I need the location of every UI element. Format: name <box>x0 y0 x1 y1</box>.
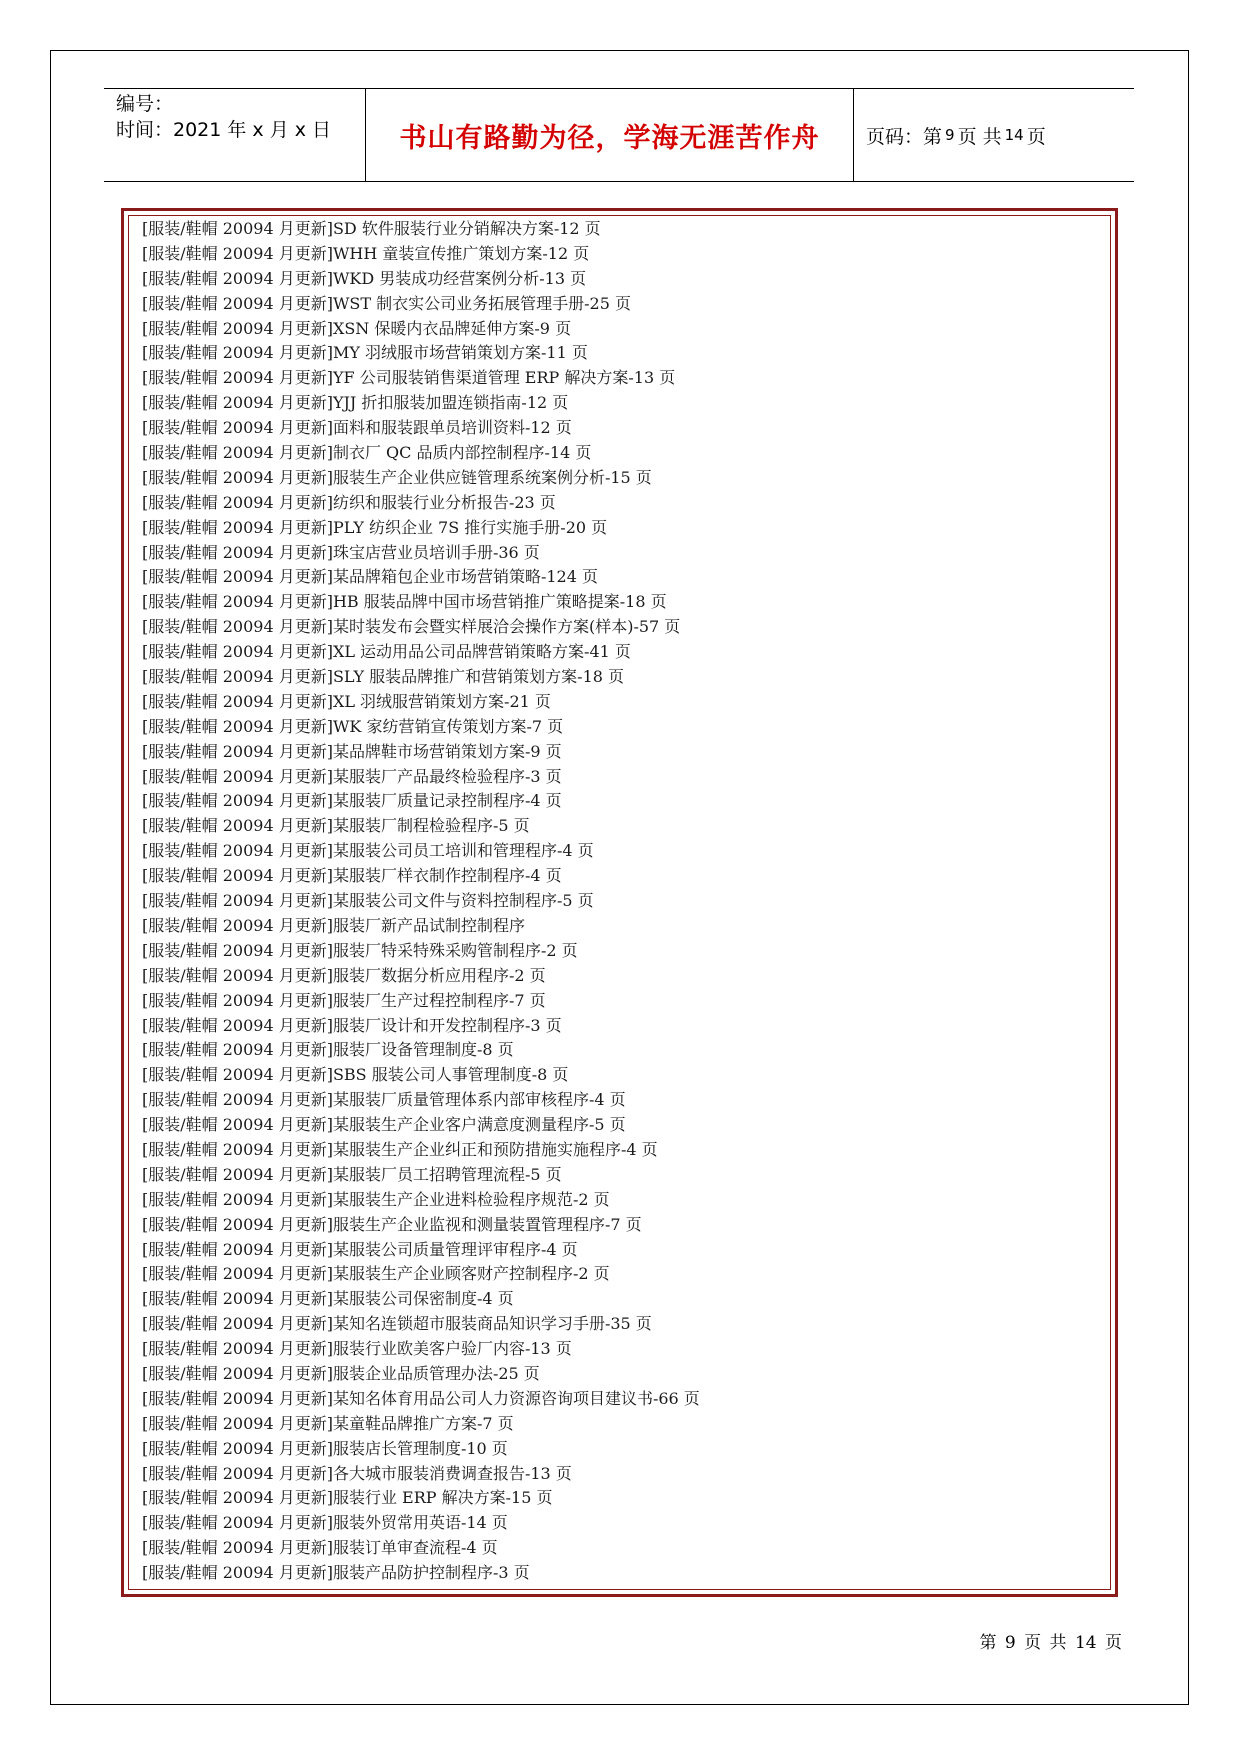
list-item-title: 某服装厂质量管理体系内部审核程序-4 页 <box>332 1090 626 1110</box>
list-item-prefix: [服装/鞋帽 20094 月更新] <box>142 1438 333 1458</box>
list-item-title: WKD 男装成功经营案例分析-13 页 <box>332 268 587 288</box>
list-item-title: XSN 保暖内衣品牌延伸方案-9 页 <box>332 318 572 338</box>
list-item-prefix: [服装/鞋帽 20094 月更新] <box>142 1363 333 1383</box>
list-item <box>142 1412 700 1437</box>
list-item <box>142 765 700 790</box>
list-item <box>142 914 700 939</box>
list-item <box>142 864 700 889</box>
list-item-title: 某品牌鞋市场营销策划方案-9 页 <box>332 741 562 761</box>
list-item <box>142 989 700 1014</box>
list-item-title: WHH 童装宣传推广策划方案-12 页 <box>332 243 590 263</box>
list-item-prefix: [服装/鞋帽 20094 月更新] <box>142 1139 333 1159</box>
list-item-title: 某知名体育用品公司人力资源咨询项目建议书-66 页 <box>332 1388 700 1408</box>
list-item-prefix: [服装/鞋帽 20094 月更新] <box>142 1388 333 1408</box>
list-item-prefix: [服装/鞋帽 20094 月更新] <box>142 343 333 363</box>
list-item <box>142 690 700 715</box>
list-item <box>142 1511 700 1536</box>
list-item-prefix: [服装/鞋帽 20094 月更新] <box>142 517 333 537</box>
page-suffix: 页 <box>1026 125 1046 148</box>
list-item-title: 服装厂设计和开发控制程序-3 页 <box>332 1015 562 1035</box>
list-item-prefix: [服装/鞋帽 20094 月更新] <box>142 1040 333 1060</box>
list-item-prefix: [服装/鞋帽 20094 月更新] <box>142 243 333 263</box>
list-item <box>142 1262 700 1287</box>
list-item-title: 某服装生产企业进料检验程序规范-2 页 <box>332 1189 610 1209</box>
list-item-prefix: [服装/鞋帽 20094 月更新] <box>142 791 333 811</box>
list-item <box>142 964 700 989</box>
list-item-title: 某童鞋品牌推广方案-7 页 <box>332 1413 514 1433</box>
list-item-title: 面料和服装跟单员培训资料-12 页 <box>332 418 572 438</box>
list-item-title: XL 羽绒服营销策划方案-21 页 <box>332 691 551 711</box>
list-item <box>142 416 700 441</box>
list-item <box>142 1213 700 1238</box>
list-item-prefix: [服装/鞋帽 20094 月更新] <box>142 866 333 886</box>
list-item <box>142 814 700 839</box>
list-item-title: 服装产品防护控制程序-3 页 <box>332 1563 530 1583</box>
list-item-prefix: [服装/鞋帽 20094 月更新] <box>142 1538 333 1558</box>
list-item-prefix: [服装/鞋帽 20094 月更新] <box>142 393 333 413</box>
list-item-prefix: [服装/鞋帽 20094 月更新] <box>142 940 333 960</box>
list-item-prefix: [服装/鞋帽 20094 月更新] <box>142 1314 333 1334</box>
list-item-prefix: [服装/鞋帽 20094 月更新] <box>142 667 333 687</box>
list-item <box>142 217 700 242</box>
list-item-title: 某服装厂制程检验程序-5 页 <box>332 816 530 836</box>
header-motto: 书山有路勤为径，学海无涯苦作舟 <box>366 89 854 181</box>
list-item <box>142 615 700 640</box>
list-item-prefix: [服装/鞋帽 20094 月更新] <box>142 1339 333 1359</box>
list-item <box>142 491 700 516</box>
list-item <box>142 1287 700 1312</box>
list-item-prefix: [服装/鞋帽 20094 月更新] <box>142 915 333 935</box>
list-item-title: 某服装公司文件与资料控制程序-5 页 <box>332 891 594 911</box>
list-item-prefix: [服装/鞋帽 20094 月更新] <box>142 268 333 288</box>
list-item-title: 某服装公司质量管理评审程序-4 页 <box>332 1239 578 1259</box>
list-item-prefix: [服装/鞋帽 20094 月更新] <box>142 492 333 512</box>
list-item-prefix: [服装/鞋帽 20094 月更新] <box>142 1115 333 1135</box>
list-item-title: 服装生产企业监视和测量装置管理程序-7 页 <box>332 1214 642 1234</box>
list-item <box>142 1561 700 1586</box>
list-item-title: PLY 纺织企业 7S 推行实施手册-20 页 <box>332 517 608 537</box>
list-item-title: 服装行业 ERP 解决方案-15 页 <box>332 1488 553 1508</box>
list-item-prefix: [服装/鞋帽 20094 月更新] <box>142 219 333 238</box>
list-item-title: 某服装公司保密制度-4 页 <box>332 1289 514 1309</box>
page-prefix: 页码：第 <box>866 125 943 148</box>
list-item-title: 服装外贸常用英语-14 页 <box>332 1513 508 1533</box>
list-item <box>142 1063 700 1088</box>
list-item-prefix: [服装/鞋帽 20094 月更新] <box>142 443 333 463</box>
list-item-prefix: [服装/鞋帽 20094 月更新] <box>142 716 333 736</box>
list-item-prefix: [服装/鞋帽 20094 月更新] <box>142 1065 333 1085</box>
list-item-prefix: [服装/鞋帽 20094 月更新] <box>142 691 333 711</box>
list-item-prefix: [服装/鞋帽 20094 月更新] <box>142 1239 333 1259</box>
list-item <box>142 441 700 466</box>
list-item-title: 服装厂生产过程控制程序-7 页 <box>332 990 546 1010</box>
list-item-title: WST 制衣实公司业务拓展管理手册-25 页 <box>332 293 631 313</box>
list-item-title: 纺织和服装行业分析报告-23 页 <box>332 492 556 512</box>
list-item <box>142 1387 700 1412</box>
list-item-title: 服装企业品质管理办法-25 页 <box>332 1363 540 1383</box>
list-item-prefix: [服装/鞋帽 20094 月更新] <box>142 542 333 562</box>
list-item-prefix: [服装/鞋帽 20094 月更新] <box>142 1189 333 1209</box>
list-item-title: 某服装公司员工培训和管理程序-4 页 <box>332 841 594 861</box>
list-item <box>142 565 700 590</box>
list-item-prefix: [服装/鞋帽 20094 月更新] <box>142 1563 333 1583</box>
list-item-title: 服装行业欧美客户验厂内容-13 页 <box>332 1339 572 1359</box>
list-item-title: 某服装厂样衣制作控制程序-4 页 <box>332 866 562 886</box>
list-item-title: MY 羽绒服市场营销策划方案-11 页 <box>332 343 588 363</box>
list-item-prefix: [服装/鞋帽 20094 月更新] <box>142 592 333 612</box>
list-item-title: 某服装生产企业顾客财产控制程序-2 页 <box>332 1264 610 1284</box>
list-item <box>142 267 700 292</box>
list-item <box>142 590 700 615</box>
list-item-title: 服装厂数据分析应用程序-2 页 <box>332 965 546 985</box>
list-item-title: 某服装厂员工招聘管理流程-5 页 <box>332 1164 562 1184</box>
list-item-prefix: [服装/鞋帽 20094 月更新] <box>142 1463 333 1483</box>
document-number-label: 编号： <box>116 93 174 115</box>
list-item-title: 制衣厂 QC 品质内部控制程序-14 页 <box>332 443 592 463</box>
list-item <box>142 665 700 690</box>
list-item <box>142 1088 700 1113</box>
list-item-title: 某时装发布会暨实样展洽会操作方案(样本)-57 页 <box>332 617 681 637</box>
list-item-title: 某品牌箱包企业市场营销策略-124 页 <box>332 567 598 587</box>
list-item <box>142 1188 700 1213</box>
list-item-prefix: [服装/鞋帽 20094 月更新] <box>142 1488 333 1508</box>
list-item-prefix: [服装/鞋帽 20094 月更新] <box>142 293 333 313</box>
header-page-info <box>854 89 1134 181</box>
page-current: 9 <box>945 126 955 144</box>
list-item <box>142 292 700 317</box>
list-item-prefix: [服装/鞋帽 20094 月更新] <box>142 1513 333 1533</box>
list-item-title: 服装生产企业供应链管理系统案例分析-15 页 <box>332 467 652 487</box>
list-item <box>142 1014 700 1039</box>
list-item-title: YJJ 折扣服装加盟连锁指南-12 页 <box>332 393 569 413</box>
list-item <box>142 466 700 491</box>
list-item-title: 某服装厂产品最终检验程序-3 页 <box>332 766 562 786</box>
content-frame-inner <box>128 215 1111 1590</box>
list-item-prefix: [服装/鞋帽 20094 月更新] <box>142 1090 333 1110</box>
list-item-prefix: [服装/鞋帽 20094 月更新] <box>142 1289 333 1309</box>
list-item-title: 服装订单审查流程-4 页 <box>332 1538 498 1558</box>
list-item-prefix: [服装/鞋帽 20094 月更新] <box>142 1264 333 1284</box>
list-item-prefix: [服装/鞋帽 20094 月更新] <box>142 1164 333 1184</box>
list-item-prefix: [服装/鞋帽 20094 月更新] <box>142 766 333 786</box>
list-item-title: 服装厂特采特殊采购管制程序-2 页 <box>332 940 578 960</box>
list-item-title: YF 公司服装销售渠道管理 ERP 解决方案-13 页 <box>332 368 676 388</box>
list-item <box>142 789 700 814</box>
list-item-prefix: [服装/鞋帽 20094 月更新] <box>142 741 333 761</box>
list-item-title: 服装厂设备管理制度-8 页 <box>332 1040 514 1060</box>
list-item-title: 某知名连锁超市服装商品知识学习手册-35 页 <box>332 1314 652 1334</box>
content-frame <box>121 208 1118 1597</box>
list-item-title: WK 家纺营销宣传策划方案-7 页 <box>332 716 564 736</box>
list-item <box>142 391 700 416</box>
list-item <box>142 1312 700 1337</box>
page-header <box>104 88 1134 182</box>
list-item-prefix: [服装/鞋帽 20094 月更新] <box>142 816 333 836</box>
list-item <box>142 1163 700 1188</box>
list-item-prefix: [服装/鞋帽 20094 月更新] <box>142 1214 333 1234</box>
list-item-title: SLY 服装品牌推广和营销策划方案-18 页 <box>332 667 625 687</box>
list-item <box>142 516 700 541</box>
list-item-prefix: [服装/鞋帽 20094 月更新] <box>142 965 333 985</box>
document-time: 时间：2021 年 x 月 x 日 <box>116 119 332 141</box>
document-list <box>142 217 700 1586</box>
list-item-title: 各大城市服装消费调查报告-13 页 <box>332 1463 572 1483</box>
list-item-title: SD 软件服装行业分销解决方案-12 页 <box>332 219 601 238</box>
list-item <box>142 366 700 391</box>
list-item <box>142 889 700 914</box>
list-item <box>142 939 700 964</box>
list-item <box>142 1337 700 1362</box>
list-item-prefix: [服装/鞋帽 20094 月更新] <box>142 567 333 587</box>
list-item-prefix: [服装/鞋帽 20094 月更新] <box>142 1413 333 1433</box>
list-item <box>142 839 700 864</box>
list-item-prefix: [服装/鞋帽 20094 月更新] <box>142 891 333 911</box>
list-item <box>142 1536 700 1561</box>
list-item <box>142 740 700 765</box>
list-item-prefix: [服装/鞋帽 20094 月更新] <box>142 642 333 662</box>
list-item <box>142 1486 700 1511</box>
list-item <box>142 1238 700 1263</box>
list-item-prefix: [服装/鞋帽 20094 月更新] <box>142 467 333 487</box>
list-item-title: 某服装生产企业纠正和预防措施实施程序-4 页 <box>332 1139 658 1159</box>
list-item-title: HB 服装品牌中国市场营销推广策略提案-18 页 <box>332 592 667 612</box>
list-item <box>142 1462 700 1487</box>
list-item-prefix: [服装/鞋帽 20094 月更新] <box>142 617 333 637</box>
list-item <box>142 715 700 740</box>
list-item <box>142 1362 700 1387</box>
list-item <box>142 242 700 267</box>
list-item-title: XL 运动用品公司品牌营销策略方案-41 页 <box>332 642 631 662</box>
page-mid: 页 共 <box>957 125 1002 148</box>
list-item <box>142 541 700 566</box>
page-footer: 第 9 页 共 14 页 <box>979 1633 1122 1653</box>
list-item <box>142 341 700 366</box>
list-item-title: SBS 服装公司人事管理制度-8 页 <box>332 1065 569 1085</box>
list-item-title: 某服装厂质量记录控制程序-4 页 <box>332 791 562 811</box>
header-left-cell <box>104 89 366 181</box>
list-item-title: 珠宝店营业员培训手册-36 页 <box>332 542 540 562</box>
list-item <box>142 1113 700 1138</box>
list-item-title: 服装厂新产品试制控制程序 <box>332 915 525 935</box>
page-total: 14 <box>1004 126 1024 144</box>
list-item-prefix: [服装/鞋帽 20094 月更新] <box>142 1015 333 1035</box>
list-item <box>142 1138 700 1163</box>
list-item-prefix: [服装/鞋帽 20094 月更新] <box>142 368 333 388</box>
list-item-prefix: [服装/鞋帽 20094 月更新] <box>142 318 333 338</box>
list-item-prefix: [服装/鞋帽 20094 月更新] <box>142 418 333 438</box>
list-item-title: 某服装生产企业客户满意度测量程序-5 页 <box>332 1115 626 1135</box>
list-item-prefix: [服装/鞋帽 20094 月更新] <box>142 990 333 1010</box>
list-item <box>142 1437 700 1462</box>
list-item-title: 服装店长管理制度-10 页 <box>332 1438 508 1458</box>
list-item <box>142 640 700 665</box>
list-item <box>142 317 700 342</box>
list-item <box>142 1038 700 1063</box>
list-item-prefix: [服装/鞋帽 20094 月更新] <box>142 841 333 861</box>
